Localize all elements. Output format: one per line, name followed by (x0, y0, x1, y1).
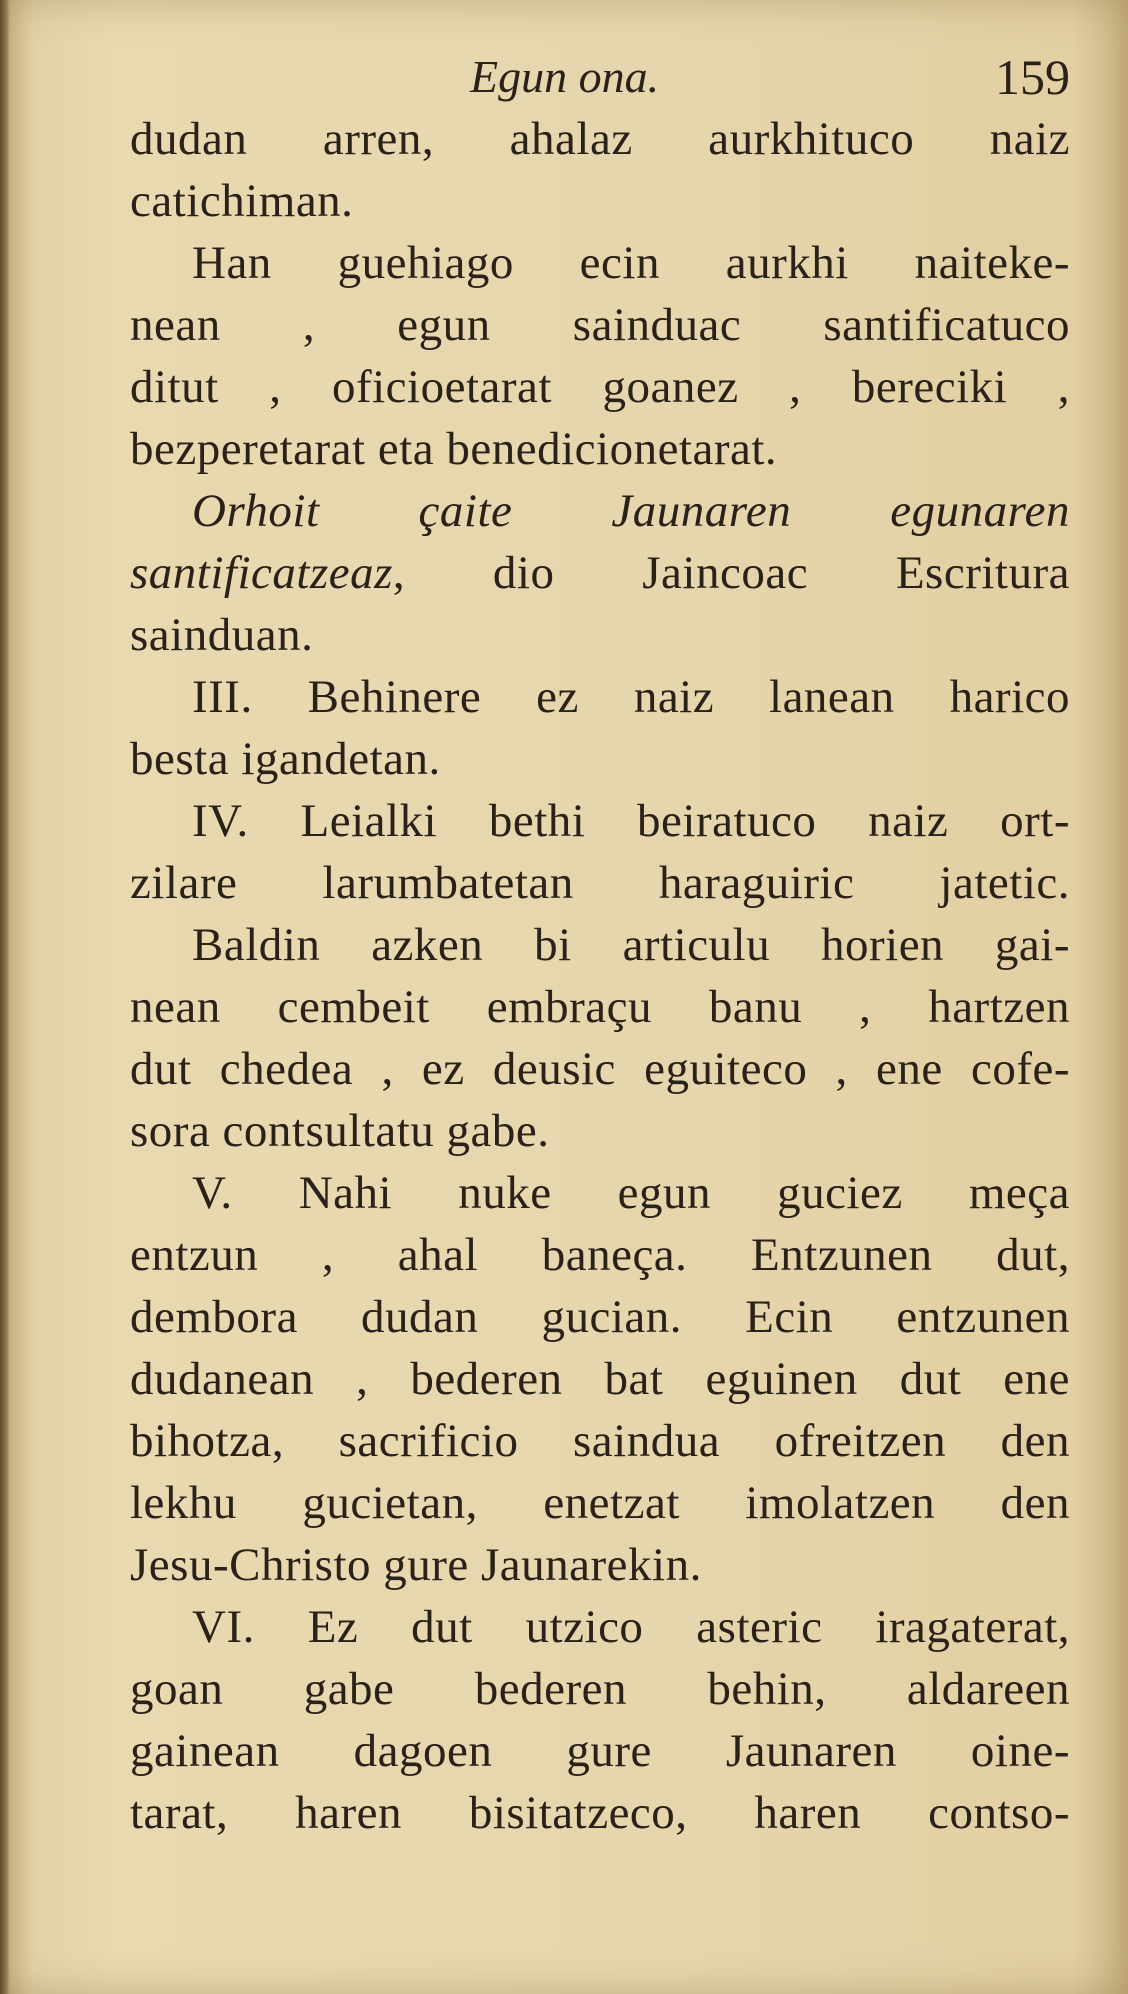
text-line: sainduan. (130, 609, 314, 661)
text-line: IV. Leialki bethi beiratuco naiz ort- (192, 795, 1070, 847)
page-number: 159 (995, 49, 1070, 105)
text-line: tarat, haren bisitatzeco, haren contso- (130, 1787, 1070, 1839)
text-line: sora contsultatu gabe. (130, 1105, 550, 1157)
quote-end: santificatzeaz (130, 547, 393, 599)
quote-attribution: , dio Jaincoac Escritura (392, 547, 1070, 599)
text-line: V. Nahi nuke egun guciez meça (192, 1167, 1070, 1219)
quote-line: Orhoit çaite Jaunaren egunaren (192, 485, 1070, 537)
page-edge-shadow (0, 0, 10, 1994)
text-line: entzun , ahal baneça. Entzunen dut, (130, 1229, 1070, 1281)
text-line: Jesu-Christo gure Jaunarekin. (130, 1539, 702, 1591)
text-line: bihotza, sacrificio saindua ofreitzen den (130, 1415, 1070, 1467)
text-line: III. Behinere ez naiz lanean harico (192, 671, 1070, 723)
text-line (130, 542, 1070, 604)
text-line: zilare larumbatetan haraguiric jatetic. (130, 857, 1070, 909)
text-line: dembora dudan gucian. Ecin entzunen (130, 1291, 1070, 1343)
body-text (130, 108, 1070, 1844)
text-line: catichiman. (130, 175, 354, 227)
text-line: dudanean , bederen bat eguinen dut ene (130, 1353, 1070, 1405)
text-line: dudan arren, ahalaz aurkhituco naiz (130, 113, 1070, 165)
text-line: nean , egun sainduac santificatuco (130, 299, 1070, 351)
text-line: Han guehiago ecin aurkhi naiteke- (192, 237, 1070, 289)
text-line: gainean dagoen gure Jaunaren oine- (130, 1725, 1070, 1777)
text-line: goan gabe bederen behin, aldareen (130, 1663, 1070, 1715)
running-head: Egun ona. (470, 51, 660, 102)
text-line: bezperetarat eta benedicionetarat. (130, 423, 778, 475)
text-line: besta igandetan. (130, 733, 441, 785)
text-line: VI. Ez dut utzico asteric iragaterat, (192, 1601, 1070, 1653)
text-line: dut chedea , ez deusic eguiteco , ene cofe- (130, 1043, 1070, 1095)
text-line: ditut , oficioetarat goanez , bereciki , (130, 361, 1070, 413)
text-line: lekhu gucietan, enetzat imolatzen den (130, 1477, 1070, 1529)
text-line: Baldin azken bi articulu horien gai- (192, 919, 1070, 971)
text-line: nean cembeit embraçu banu , hartzen (130, 981, 1070, 1033)
